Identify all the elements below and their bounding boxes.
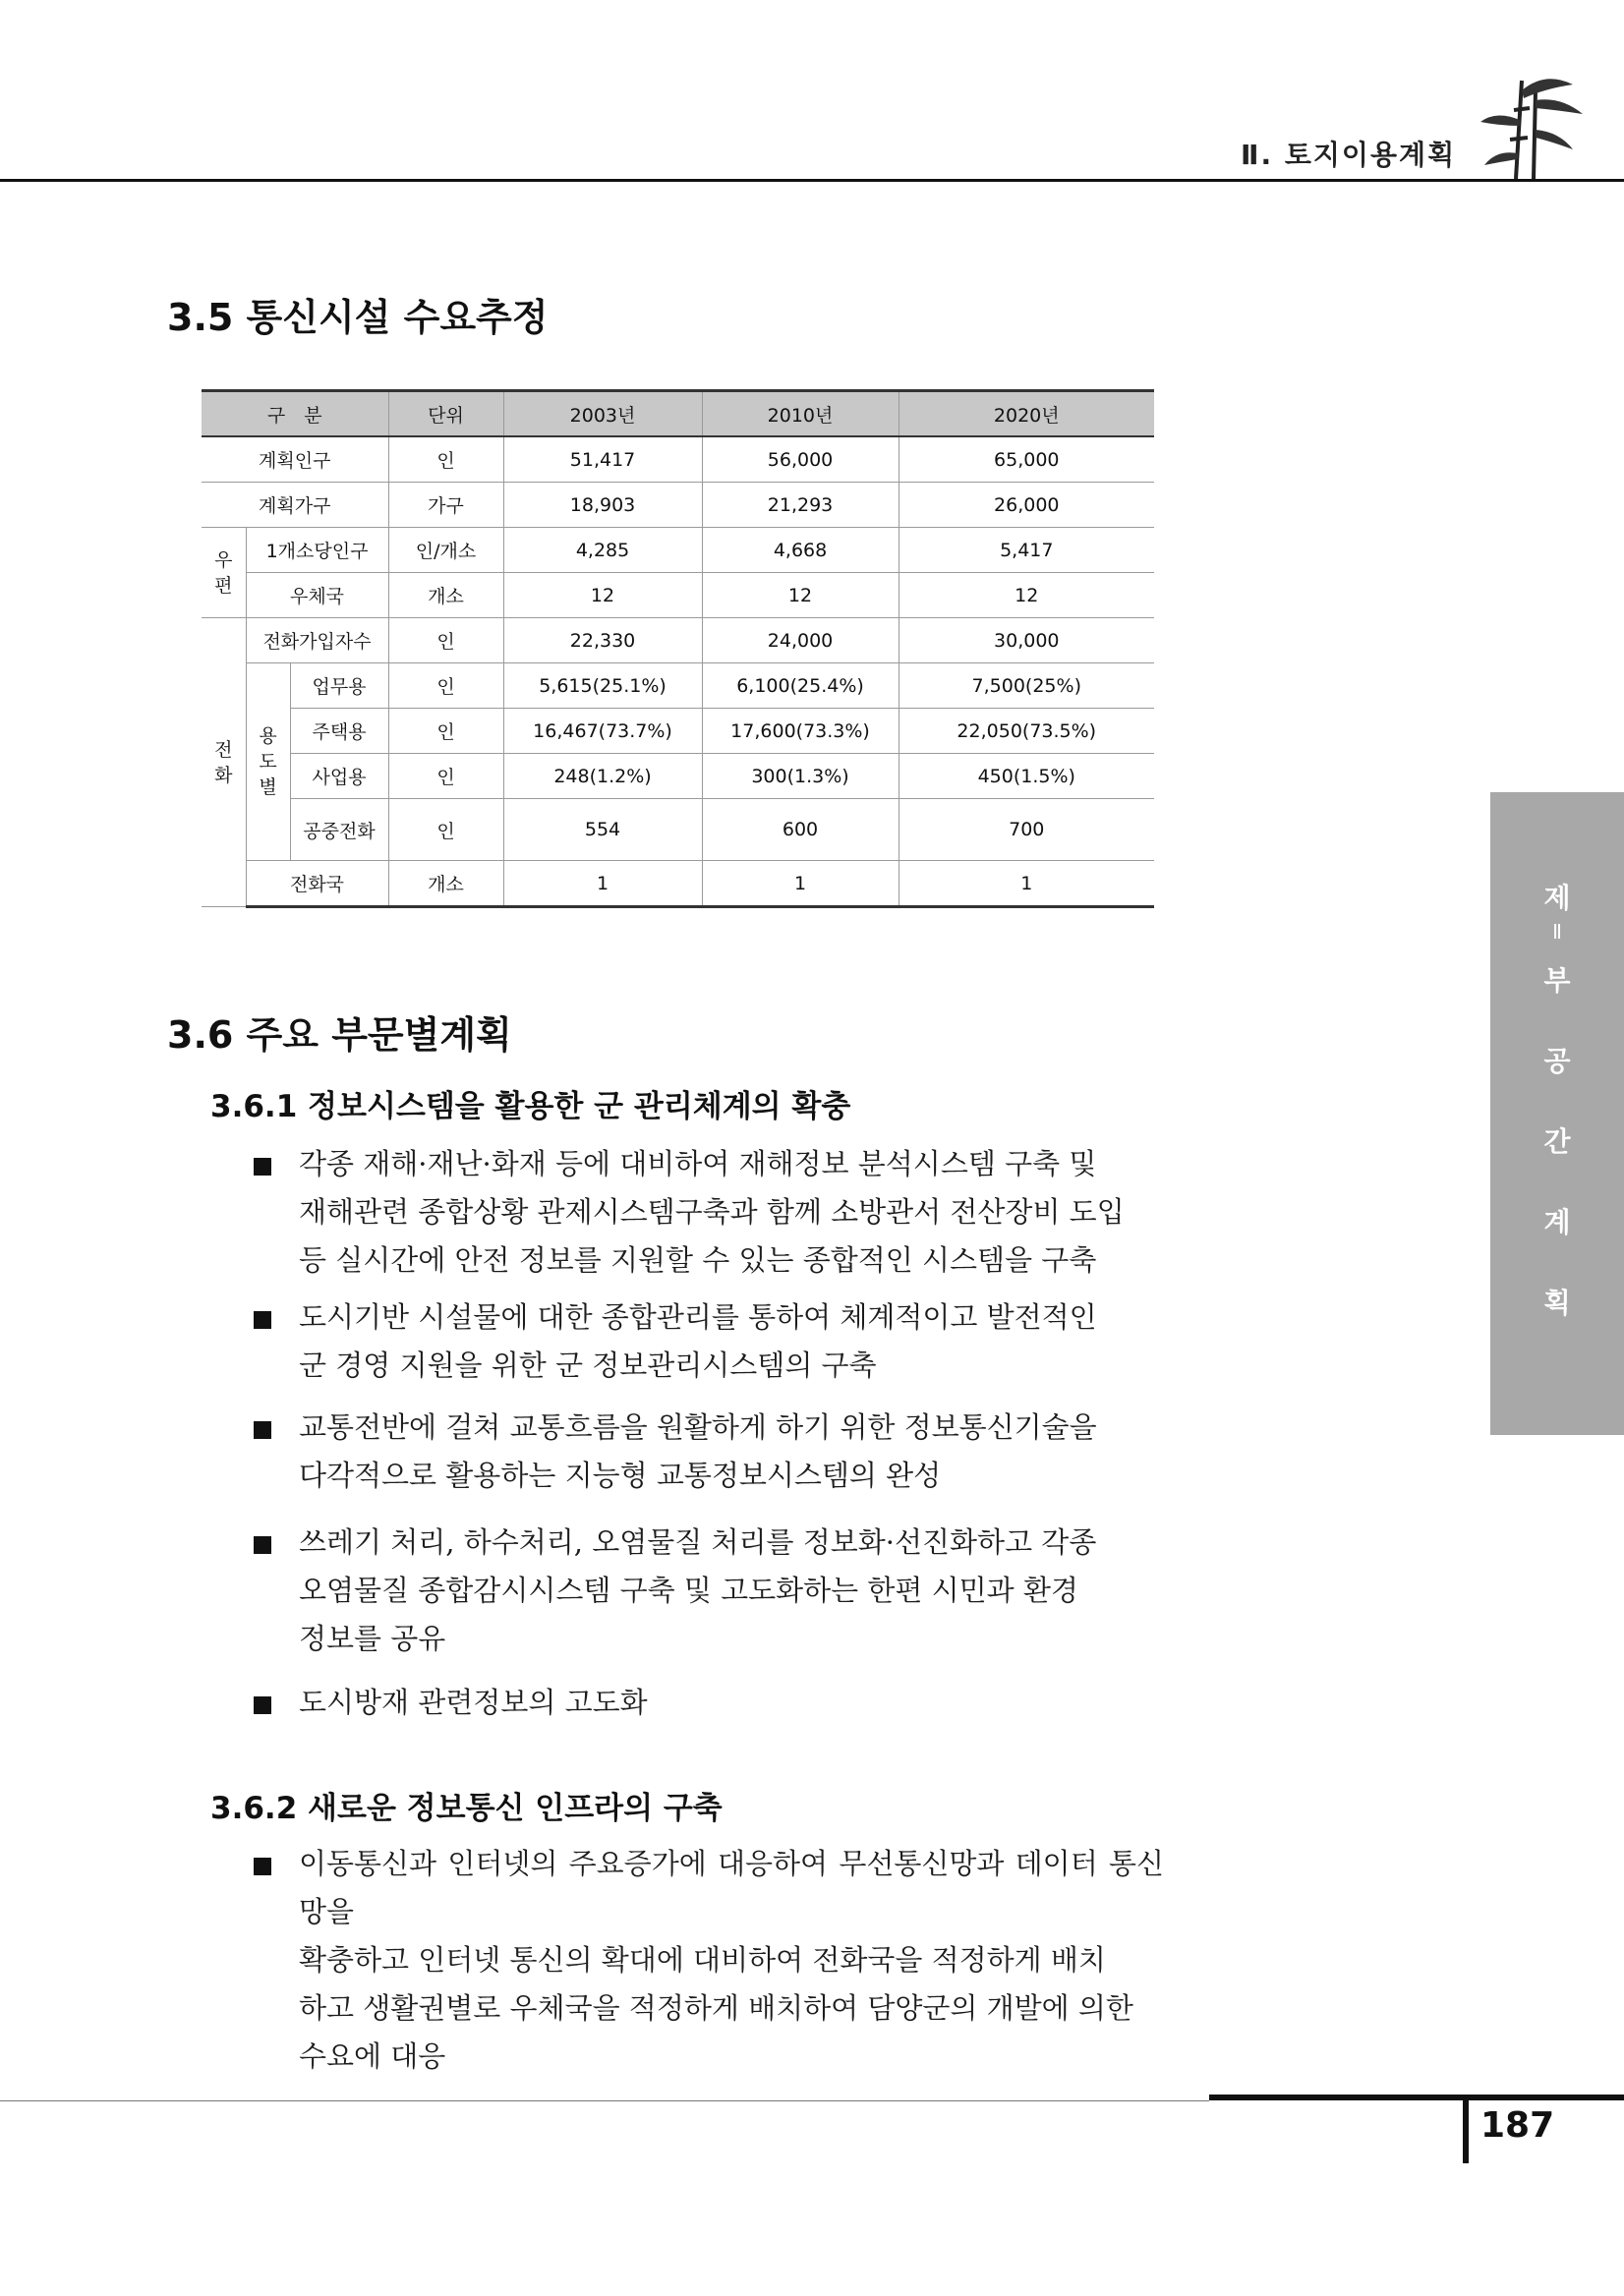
side-tab-char: 획 xyxy=(1543,1287,1571,1319)
table-row xyxy=(202,663,1154,709)
cell-2020: 450(1.5%) xyxy=(899,754,1154,799)
cell-2003: 554 xyxy=(503,799,702,861)
header-2003: 2003년 xyxy=(503,391,702,437)
table-row xyxy=(202,436,1154,483)
part-side-tab xyxy=(1490,792,1624,1435)
cell-2010: 21,293 xyxy=(702,483,899,528)
header-rule xyxy=(0,179,1624,182)
cell-2003: 51,417 xyxy=(503,436,702,483)
header-category: 구 분 xyxy=(202,391,388,437)
row-label: 우체국 xyxy=(246,573,388,618)
footer-rule xyxy=(0,2100,1209,2101)
text-line: 도시방재 관련정보의 고도화 xyxy=(299,1686,648,1719)
cell-2010: 4,668 xyxy=(702,528,899,573)
row-unit: 개소 xyxy=(388,861,503,907)
row-label: 주택용 xyxy=(290,709,388,754)
text-line: 정보를 공유 xyxy=(299,1622,446,1655)
cell-2020: 65,000 xyxy=(899,436,1154,483)
row-label: 계획가구 xyxy=(202,483,388,528)
bullet-paragraph xyxy=(299,1679,1164,1727)
cell-2003: 18,903 xyxy=(503,483,702,528)
text-line: 이동통신과 인터넷의 주요증가에 대응하여 무선통신망과 데이터 통신망을 xyxy=(299,1847,1164,1928)
row-label: 계획인구 xyxy=(202,436,388,483)
cell-2010: 600 xyxy=(702,799,899,861)
footer-rule-thick xyxy=(1209,2095,1624,2100)
table-row xyxy=(202,709,1154,754)
cell-2003: 5,615(25.1%) xyxy=(503,663,702,709)
table-row xyxy=(202,573,1154,618)
text-line: 군 경영 지원을 위한 군 정보관리시스템의 구축 xyxy=(299,1349,877,1382)
row-unit: 인 xyxy=(388,799,503,861)
cell-2010: 6,100(25.4%) xyxy=(702,663,899,709)
header-2020: 2020년 xyxy=(899,391,1154,437)
header-unit: 단위 xyxy=(388,391,503,437)
section-3-6-title: 3.6 주요 부문별계획 xyxy=(167,1013,512,1057)
row-label: 전화국 xyxy=(246,861,388,907)
bamboo-icon xyxy=(1477,71,1587,181)
row-label: 1개소당인구 xyxy=(246,528,388,573)
cell-2003: 248(1.2%) xyxy=(503,754,702,799)
cell-2010: 12 xyxy=(702,573,899,618)
text-line: 등 실시간에 안전 정보를 지원할 수 있는 종합적인 시스템을 구축 xyxy=(299,1243,1097,1277)
row-unit: 인 xyxy=(388,663,503,709)
square-bullet-icon xyxy=(254,1696,271,1714)
cell-2020: 700 xyxy=(899,799,1154,861)
row-label: 전화가입자수 xyxy=(246,618,388,663)
footer-page-bar xyxy=(1463,2100,1469,2163)
page-number: 187 xyxy=(1480,2105,1555,2146)
table-row xyxy=(202,483,1154,528)
header-2010: 2010년 xyxy=(702,391,899,437)
cell-2003: 16,467(73.7%) xyxy=(503,709,702,754)
text-line: 다각적으로 활용하는 지능형 교통정보시스템의 완성 xyxy=(299,1459,942,1492)
row-unit: 인 xyxy=(388,436,503,483)
cell-2020: 1 xyxy=(899,861,1154,907)
square-bullet-icon xyxy=(254,1311,271,1329)
bullet-paragraph xyxy=(299,1404,1164,1500)
cell-2020: 7,500(25%) xyxy=(899,663,1154,709)
text-line: 쓰레기 처리, 하수처리, 오염물질 처리를 정보화·선진화하고 각종 xyxy=(299,1525,1097,1559)
cell-2010: 24,000 xyxy=(702,618,899,663)
text-line: 도시기반 시설물에 대한 종합관리를 통하여 체계적이고 발전적인 xyxy=(299,1300,1097,1334)
bullet-paragraph xyxy=(299,1519,1164,1663)
cell-2003: 4,285 xyxy=(503,528,702,573)
side-tab-char: 부 xyxy=(1543,964,1571,997)
cell-2010: 300(1.3%) xyxy=(702,754,899,799)
row-unit: 인 xyxy=(388,709,503,754)
text-line: 오염물질 종합감시시스템 구축 및 고도화하는 한편 시민과 환경 xyxy=(299,1574,1078,1607)
text-line: 교통전반에 걸쳐 교통흐름을 원활하게 하기 위한 정보통신기술을 xyxy=(299,1410,1097,1444)
text-line: 수요에 대응 xyxy=(299,2039,446,2073)
cell-2003: 12 xyxy=(503,573,702,618)
bullet-paragraph xyxy=(299,1840,1164,2081)
group-phone-char: 화 xyxy=(214,764,233,786)
row-label: 공중전화 xyxy=(290,799,388,861)
cell-2020: 26,000 xyxy=(899,483,1154,528)
section-3-5-title: 3.5 통신시설 수요추정 xyxy=(167,296,549,339)
square-bullet-icon xyxy=(254,1158,271,1176)
square-bullet-icon xyxy=(254,1536,271,1554)
bullet-paragraph xyxy=(299,1140,1164,1285)
side-tab-char: 계 xyxy=(1543,1206,1571,1238)
group-phone-char: 전 xyxy=(214,738,233,761)
cell-2020: 5,417 xyxy=(899,528,1154,573)
table-row xyxy=(202,861,1154,907)
cell-2020: 12 xyxy=(899,573,1154,618)
text-line: 확충하고 인터넷 통신의 확대에 대비하여 전화국을 적정하게 배치 xyxy=(299,1943,1106,1977)
cell-2020: 30,000 xyxy=(899,618,1154,663)
group-usage-char: 도 xyxy=(259,751,277,773)
group-usage-char: 용 xyxy=(259,725,277,747)
row-unit: 인/개소 xyxy=(388,528,503,573)
group-usage-char: 별 xyxy=(259,776,277,798)
table-row xyxy=(202,618,1154,663)
subsection-3-6-2-title: 3.6.2 새로운 정보통신 인프라의 구축 xyxy=(210,1791,723,1826)
row-unit: 가구 xyxy=(388,483,503,528)
group-phone-label xyxy=(202,618,246,907)
row-unit: 인 xyxy=(388,754,503,799)
side-tab-char: 간 xyxy=(1543,1125,1571,1158)
group-post-label xyxy=(202,528,246,618)
text-line: 재해관련 종합상황 관제시스템구축과 함께 소방관서 전산장비 도입 xyxy=(299,1195,1125,1229)
row-label: 사업용 xyxy=(290,754,388,799)
side-tab-char: Ⅱ xyxy=(1552,920,1562,944)
cell-2003: 22,330 xyxy=(503,618,702,663)
table-row xyxy=(202,799,1154,861)
text-line: 각종 재해·재난·화재 등에 대비하여 재해정보 분석시스템 구축 및 xyxy=(299,1147,1097,1180)
table-header-row xyxy=(202,391,1154,437)
table-row xyxy=(202,754,1154,799)
square-bullet-icon xyxy=(254,1421,271,1439)
row-unit: 개소 xyxy=(388,573,503,618)
group-post-char: 편 xyxy=(214,574,233,597)
running-header: Ⅱ. 토지이용계획 xyxy=(1241,139,1457,171)
group-usage-label xyxy=(246,663,290,861)
table-row xyxy=(202,528,1154,573)
side-tab-char: 제 xyxy=(1543,882,1571,914)
row-unit: 인 xyxy=(388,618,503,663)
cell-2020: 22,050(73.5%) xyxy=(899,709,1154,754)
square-bullet-icon xyxy=(254,1858,271,1875)
telecom-demand-table xyxy=(202,389,1154,908)
cell-2010: 56,000 xyxy=(702,436,899,483)
bullet-paragraph xyxy=(299,1293,1164,1390)
row-label: 업무용 xyxy=(290,663,388,709)
cell-2003: 1 xyxy=(503,861,702,907)
side-tab-char: 공 xyxy=(1543,1045,1571,1077)
subsection-3-6-1-title: 3.6.1 정보시스템을 활용한 군 관리체계의 확충 xyxy=(210,1089,851,1124)
cell-2010: 17,600(73.3%) xyxy=(702,709,899,754)
group-post-char: 우 xyxy=(214,548,233,571)
text-line: 하고 생활권별로 우체국을 적정하게 배치하여 담양군의 개발에 의한 xyxy=(299,1991,1133,2025)
cell-2010: 1 xyxy=(702,861,899,907)
